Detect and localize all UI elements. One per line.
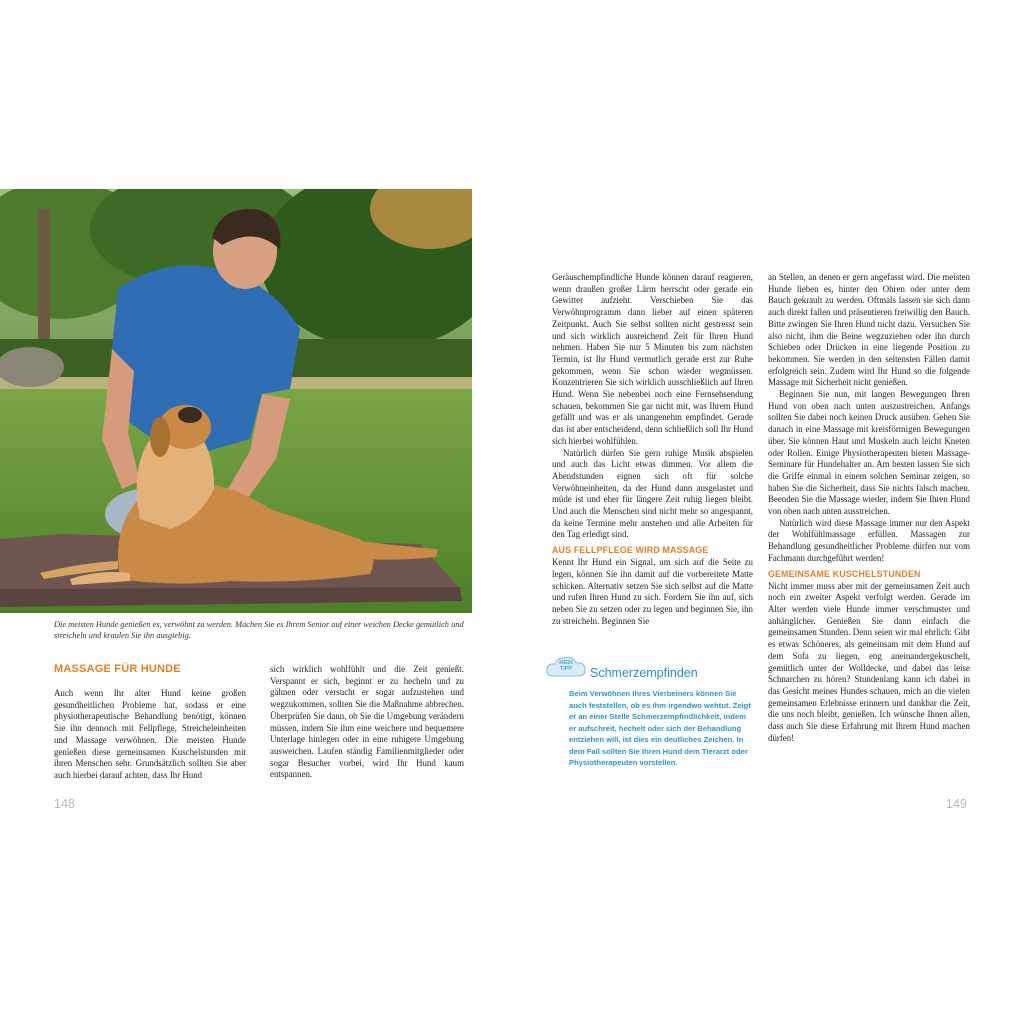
right-col1-p3: Kennt Ihr Hund ein Signal, um sich auf die Seite zu legen, können Sie ihn damit auf die vorbereitete Matte schicken. Alternativ setzen Sie sich selbst auf die Matte und rufen Ihren Hund zu sich. Fordern Sie ihn auf, sich neben Sie zu setzen oder zu legen und beginnen Sie, ihn zu streicheln. Beginnen Sie: [552, 557, 753, 626]
tip-title: Schmerzempfinden: [590, 666, 698, 680]
right-col1-p2: Natürlich dürfen Sie gern ruhige Musik abspielen und auch das Licht etwas dimmen. Vor allem die Abendstunden eignen sich oft für solche Verwöhneinheiten, da der Hund dann ausgelastet und müde ist und eher für längere Zeit ruhig liegen bleibt. Und auch die Menschen sind nicht mehr so angespannt, da keine Termine mehr anstehen und alle Arbeiten für den Tag erledigt sind.: [552, 447, 753, 540]
dog-massage-photo: [0, 189, 472, 613]
page-number-right: 149: [946, 797, 967, 811]
left-column-1: [54, 688, 246, 782]
right-column-2: [768, 272, 970, 744]
right-col1-p1: Geräuschempfindliche Hunde können darauf reagieren, wenn draußen großer Lärm herrscht oder gerade ein Gewitter aufzieht. Verschieben Sie das Verwöhnprogramm dann lieber auf einen späteren Zeitpunkt. Auch Sie selbst sollten nicht gestresst sein und sich wirklich ausreichend Zeit für Ihren Hund nehmen. Haben Sie nur 5 Minuten bis zum nächsten Termin, ist Ihr Hund vermutlich gerade erst zur Ruhe gekommen, wenn Sie schon wieder wegmüssen. Konzentrieren Sie sich wirklich ausschließlich auf Ihren Hund. Wenn Sie nebenbei noch eine Fernsehsendung schauen, bekommen Sie gar nicht mit, was Ihrem Hund gefällt und was er als unangenehm empfindet. Gerade das ist aber entscheidend, denn schließlich soll Ihr Hund sich hierbei wohlfühlen.: [552, 272, 753, 446]
left-col1-text: Auch wenn Ihr alter Hund keine großen gesundheitlichen Probleme hat, sodass er eine physiotherapeutische Behandlung benötigt, können Sie ihn dennoch mit Fellpflege, Streicheleinheiten und Massage verwöhnen. Die meisten Hunde genießen diese gemeinsamen Kuschelstunden mit ihren Menschen sehr. Grundsätzlich sollten Sie aber auch hierbei darauf achten, dass Ihr Hund: [54, 688, 246, 780]
right-col2-p3: Natürlich wird diese Massage immer nur den Aspekt der Wohlfühlmassage erfüllen. Massagen zur Behandlung gesundheitlicher Probleme dürfen nur vom Fachmann durchgeführt werden!: [768, 517, 970, 563]
mein-tipp-badge: [545, 654, 587, 680]
left-col2-text: sich wirklich wohlfühlt und die Zeit genießt. Verspannt er sich, beginnt er zu hecheln und zu gähnen oder versucht er sogar aufzustehen und wegzukommen, sollten Sie die Maßnahme abbrechen. Überprüfen Sie dann, ob Sie die Umgebung verändern müssen, indem Sie ihm eine weichere und bequemere Unterlage hinlegen oder in eine ruhigere Umgebung ausweichen. Laufen ständig Familienmitglieder oder sogar Besucher vorbei, wird Ihr Hund kaum entspannen.: [270, 664, 464, 780]
heading-massage: MASSAGE FÜR HUNDE: [54, 663, 181, 675]
mein-tipp-label: MEIN TIPP: [559, 660, 573, 672]
photo-illustration: [0, 189, 472, 613]
right-col2-p1: an Stellen, an denen er gern angefasst wird. Die meisten Hunde lieben es, hinter den Ohren oder unter dem Bauch gekrault zu werden. Oftmals lassen sie sich dann auch direkt fallen und präsentieren freiwillig den Bauch. Bitte zwingen Sie Ihren Hund nicht dazu. Versuchen Sie also nicht, ihm die Beine wegzuziehen oder ihn durch Schieben oder Drücken in eine liegende Position zu bekommen. Sie werden in den seltensten Fällen damit erfolgreich sein. Zudem wird Ihr Hund so die folgende Massage mit Sicherheit nicht genießen.: [768, 272, 970, 388]
heading-kuschelstunden: GEMEINSAME KUSCHELSTUNDEN: [768, 568, 921, 579]
left-column-2: [270, 664, 464, 781]
photo-caption: Die meisten Hunde genießen es, verwöhnt zu werden. Machen Sie es Ihrem Senior auf einer weichen Decke gemütlich und streicheln und kraulen Sie ihn ausgiebig.: [54, 620, 464, 640]
heading-fellpflege: AUS FELLPFLEGE WIRD MASSAGE: [552, 545, 709, 556]
tip-text: Beim Verwöhnen Ihres Vierbeiners können Sie auch feststellen, ob es ihm irgendwo wehtut. Zeigt er an einer Stelle Schmerzempfindlichkeit, indem er aufschreit, hechelt oder sich der Behandlung entziehen will, ist dies ein deutliches Zeichen. In dem Fall sollten Sie Ihren Hund dem Tierarzt oder Physiotherapeuten vorstellen.: [569, 689, 751, 767]
right-column-1: [552, 272, 753, 627]
right-col2-p4: Nicht immer muss aber mit der gemeinsamen Zeit auch noch ein zweiter Aspekt verfolgt werden. Gerade im Alter werden viele Hunde immer verschmuster und anhänglicher. Genießen Sie dann einfach die gemeinsamen Stunden. Denn seien wir mal ehrlich: Gibt es etwas Schöneres, als gemeinsam mit dem Hund auf dem Sofa zu liegen, eng aneinandergekuschelt, gemütlich unter der Wolldecke, und dabei das leise Schnarchen zu hören? Stundenlang kann ich dabei in das Gesicht meines Hundes schauen, mich an die vielen gemeinsamen Erlebnisse erinnern und dankbar die Zeit, die uns noch bleibt, genießen. Ich wünsche Ihnen allen, dass auch Sie diese Erfahrung mit Ihrem Hund machen dürfen!: [768, 580, 970, 743]
right-col2-p2: Beginnen Sie nun, mit langen Bewegungen Ihren Hund von oben nach unten auszustreichen. Anfangs sollten Sie dabei noch keinen Druck ausüben. Gehen Sie danach in eine Massage mit kreisförmigen Bewegungen über. Sie können Haut und Muskeln auch leicht Kneten oder Rollen. Einige Physiotherapeuten bieten Massage-Seminare für Hundehalter an. Am besten lassen Sie sich die Griffe einmal in einem solchen Seminar zeigen, so haben Sie die Sicherheit, dass Sie nichts falsch machen. Beenden Sie die Massage wieder, indem Sie Ihren Hund von oben nach unten ausstreichen.: [768, 389, 970, 517]
page-number-left: 148: [54, 797, 75, 811]
